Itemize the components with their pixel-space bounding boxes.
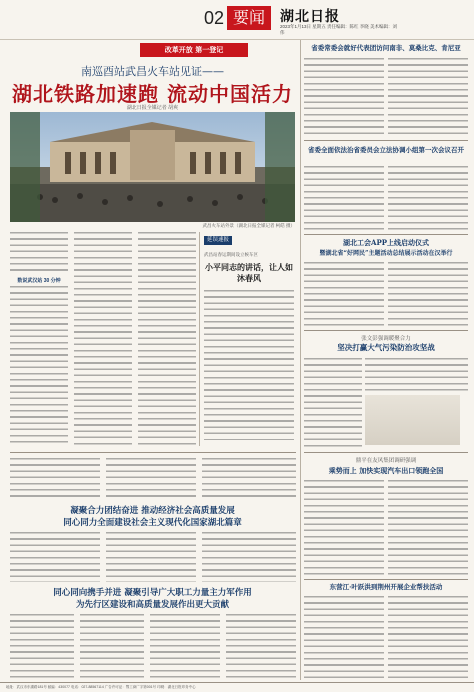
right-headline-3a: 湖北工会APP上线启动仪式 [343,238,429,247]
right-subhead-5: 鼎平在友风集团调研强调 [355,458,417,464]
right-headline-6: 东营江·叶跃洪到荆州开展企业帮扶活动 [329,583,443,591]
mid-body-f [202,532,296,582]
mid-body-h [80,614,144,680]
lead-body-col1a [10,232,68,274]
mid-headline-1 [10,505,295,529]
mid-headline-2a: 同心同向携手并进 凝聚引导广大职工力量主力军作用 [53,588,252,598]
right-headline-5: 乘势而上 加快实现汽车出口领跑全国 [328,466,444,475]
right-body-4a [304,358,362,448]
right-subhead-4: 张文彭强调暖聚合力 [361,336,411,342]
mid-body-c [202,458,296,500]
right-body-3b [388,262,468,326]
mid-body-j [226,614,296,680]
station-photo-image [10,112,295,222]
divider [304,579,468,580]
sidebar-tag: 延误速报 [204,236,232,245]
divider [10,452,296,453]
lead-body-col1b [10,286,68,446]
mid-body-i [150,614,220,680]
lead-subheading: 南巡酉站武昌火车站见证—— [81,65,224,78]
lead-headline: 湖北铁路加速跑 流动中国活力 [12,82,293,106]
mid-headline-1a: 凝聚合力团结奋进 推动经济社会高质量发展 [70,506,235,516]
mid-headline-2b: 为先行区建设和高质量发展作出更大贡献 [75,600,229,610]
lead-section-label: 数说武汉站 30 分钟 [17,278,61,284]
lead-kicker: 改革开放 第一登记 [140,43,248,57]
right-body-2b [388,166,468,230]
sidebar-title: 小平同志的讲话，让人如沐春风 [205,262,293,283]
newspaper-logo: 湖北日报 [280,9,340,25]
right-headline-3b: 暨湖北省“好网民”主题活动总结展示活动在汉举行 [319,250,453,257]
right-body-1b [388,58,468,136]
divider [304,452,468,453]
mid-body-b [106,458,196,500]
right-body-6b [388,596,468,678]
right-body-5a [304,480,384,575]
right-body-6a [304,596,384,678]
mid-headline-2 [10,587,295,611]
divider [304,234,468,235]
right-body-1a [304,58,384,136]
mid-body-g [10,614,74,680]
page-number: 02 [204,8,225,28]
right-headline-1: 省委常委会就好代表团访问南非、莫桑比克、肯尼亚 [311,44,461,52]
section-badge: 要闻 [227,6,271,30]
photo-caption: 武昌火车站外景（湖北日报全媒记者 柯皓 摄） [202,223,295,228]
mid-body-d [10,532,100,582]
sidebar-source: 武昌站春运期间设立候车区 [204,252,258,257]
right-body-2a [304,166,384,230]
column-rule [199,232,200,446]
dateline: 2023年1月13日 星期五 责任编辑：陈红 李晓 美术编辑：刘伟 [280,24,398,35]
station-photo [10,112,295,222]
right-body-5b [388,480,468,575]
mid-body-e [106,532,196,582]
divider [304,140,468,141]
sidebar-body [204,290,294,440]
page-footer: 地址：武汉市东湖路181号 邮编：430077 电话：027-88567114 广告许可证：鄂工商广字第001号 印刷：湖北日报印务中心 [0,682,474,692]
lead-body-col3 [138,232,196,446]
right-photo [365,395,460,445]
divider [304,330,468,331]
right-body-3a [304,262,384,326]
right-headline-4: 坚决打赢大气污染防治攻坚战 [337,343,435,352]
masthead [0,0,474,40]
mid-body-a [10,458,100,500]
right-column-rule [300,40,301,680]
lead-byline: 湖北日报全媒记者 胡爽 [126,105,179,111]
right-body-4b [365,358,468,392]
mid-headline-1b: 同心同力全面建设社会主义现代化国家湖北篇章 [63,518,242,528]
lead-body-col2 [74,232,132,446]
right-headline-2: 省委全面依法治省委员会立法协调小组第一次会议召开 [308,146,464,154]
